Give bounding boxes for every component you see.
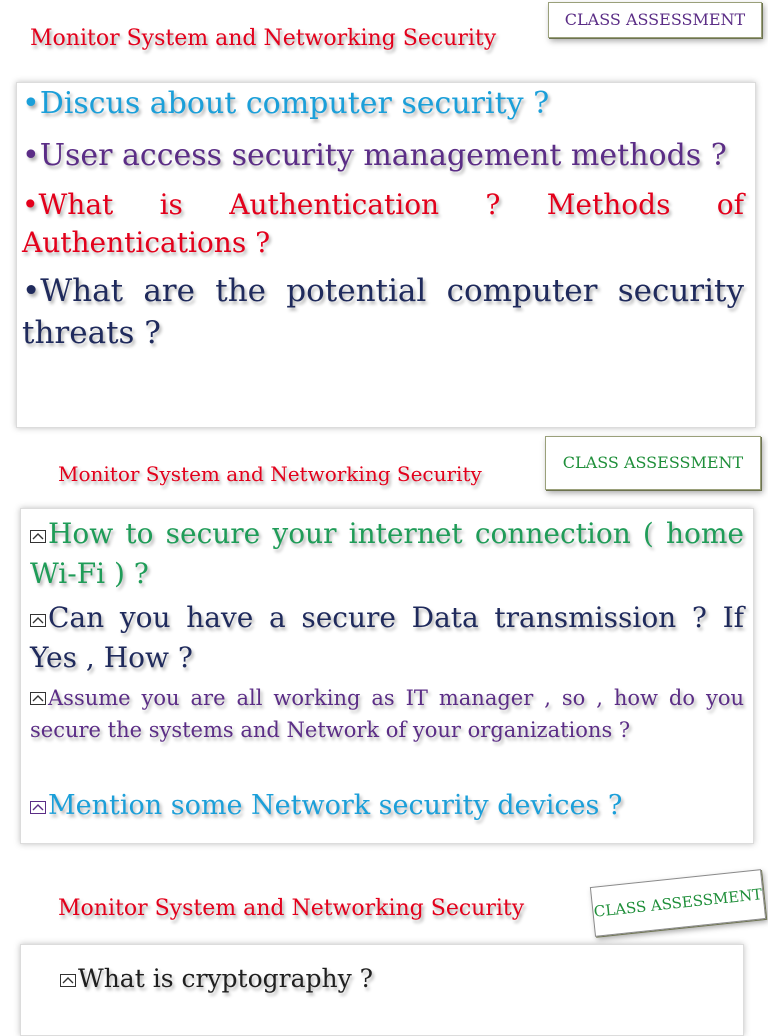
question-item: •Discus about computer security ? bbox=[22, 86, 550, 121]
question-text: What is cryptography ? bbox=[78, 964, 374, 993]
class-assessment-badge bbox=[590, 869, 766, 937]
question-text: Mention some Network security devices ? bbox=[48, 790, 623, 821]
question-item: •What is Authentication ? Methods of Authentications ? bbox=[22, 188, 744, 259]
badge-label: CLASS ASSESSMENT bbox=[562, 453, 744, 472]
question-item bbox=[30, 514, 744, 594]
question-item bbox=[30, 598, 744, 678]
class-assessment-badge bbox=[545, 436, 761, 490]
checkbox-icon bbox=[30, 530, 46, 543]
question-item bbox=[30, 682, 744, 746]
slide-title: Monitor System and Networking Security bbox=[58, 462, 482, 486]
question-text: Can you have a secure Data transmission ? If Yes , How ? bbox=[30, 601, 744, 674]
question-item bbox=[60, 962, 720, 996]
question-item: •What are the potential computer security threats ? bbox=[22, 273, 744, 351]
slide-title: Monitor System and Networking Security bbox=[58, 896, 525, 921]
question-text: How to secure your internet connection ( home Wi-Fi ) ? bbox=[30, 517, 744, 590]
slide-title: Monitor System and Networking Security bbox=[30, 26, 497, 51]
question-item bbox=[30, 788, 744, 824]
slide-3 bbox=[0, 860, 768, 1024]
badge-label: CLASS ASSESSMENT bbox=[592, 885, 764, 921]
badge-label: CLASS ASSESSMENT bbox=[564, 10, 746, 29]
checkbox-icon bbox=[30, 614, 46, 627]
checkbox-icon bbox=[30, 801, 46, 814]
checkbox-icon bbox=[60, 974, 76, 987]
class-assessment-badge bbox=[548, 2, 762, 38]
slide-1 bbox=[0, 0, 768, 440]
question-text: Assume you are all working as IT manager , so , how do you secure the systems and Network of your organizations ? bbox=[30, 686, 744, 742]
checkbox-icon bbox=[30, 692, 46, 705]
question-item: •User access security management methods ? bbox=[22, 138, 727, 173]
slide-2 bbox=[0, 430, 768, 850]
